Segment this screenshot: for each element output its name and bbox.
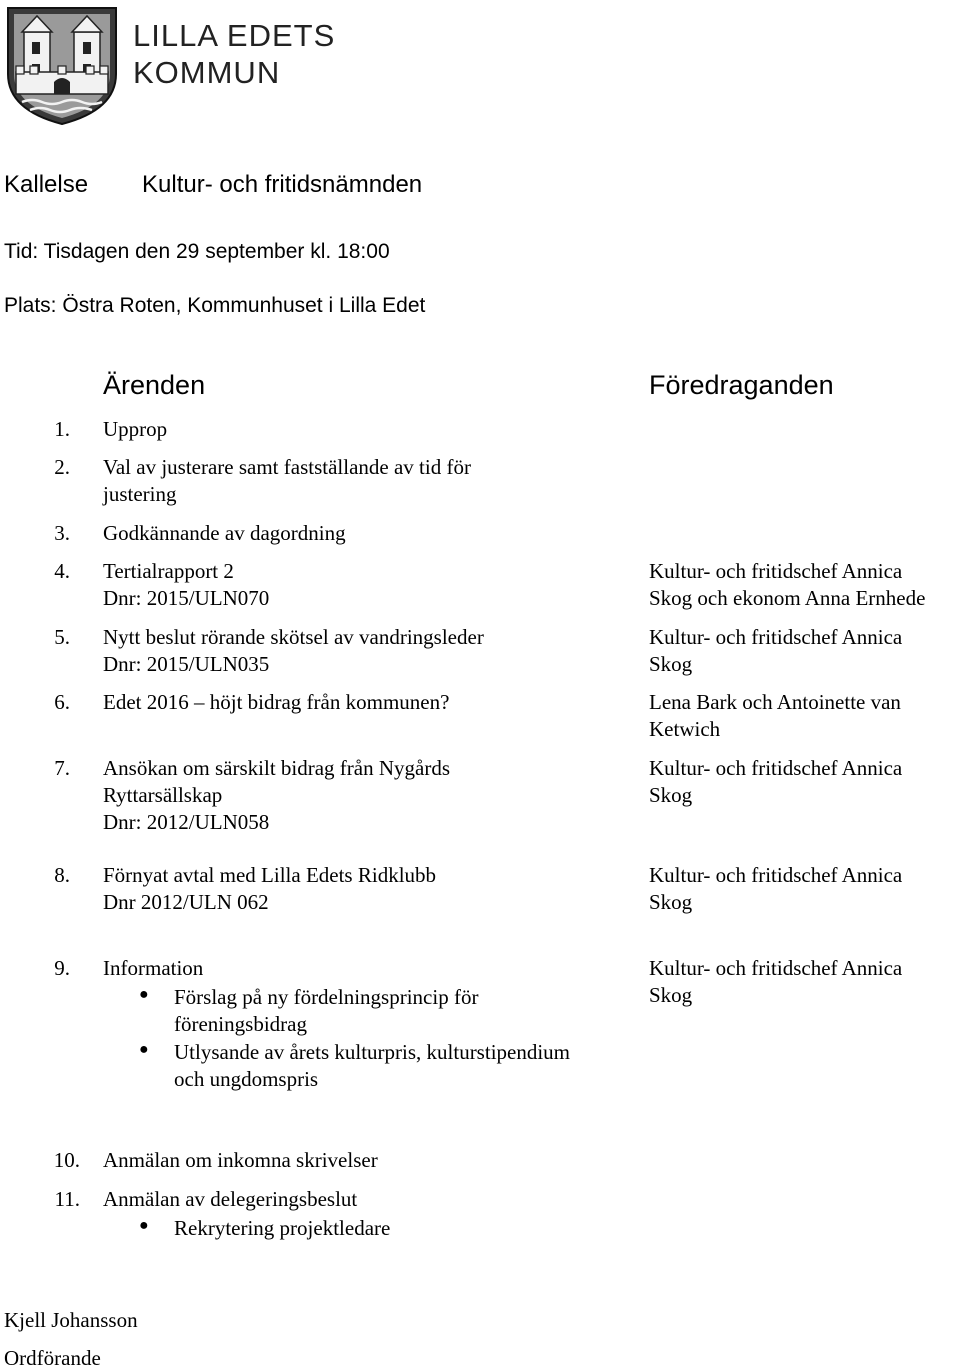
item-number: 10. [53, 1148, 80, 1172]
item-title-cont: justering [103, 482, 177, 506]
item-title: Edet 2016 – höjt bidrag från kommunen? [103, 690, 450, 714]
item-title: Information [103, 956, 204, 980]
item-title: Godkännande av dagordning [103, 521, 346, 545]
item-title: Anmälan av delegeringsbeslut [103, 1187, 358, 1211]
item-presenter-cont: Ketwich [649, 717, 721, 741]
sub-item: Rekrytering projektledare [174, 1216, 391, 1240]
item-presenter: Kultur- och fritidschef Annica [649, 863, 903, 887]
item-number: 2. [54, 455, 70, 479]
bullet-icon: ● [139, 1041, 149, 1058]
item-presenter: Kultur- och fritidschef Annica [649, 956, 903, 980]
item-number: 6. [54, 690, 70, 714]
sub-item: Utlysande av årets kulturpris, kulturstipendium [174, 1040, 571, 1064]
item-presenter-cont: Skog [649, 652, 693, 676]
item-dnr: Dnr: 2015/ULN070 [103, 586, 270, 610]
item-number: 7. [54, 756, 70, 780]
municipality-logo [0, 0, 336, 130]
coat-of-arms-icon [2, 2, 122, 127]
item-title: Tertialrapport 2 [103, 559, 234, 583]
item-presenter: Lena Bark och Antoinette van [649, 690, 901, 714]
item-title: Förnyat avtal med Lilla Edets Ridklubb [103, 863, 437, 887]
item-number: 11. [54, 1187, 80, 1211]
document-type: Kallelse [4, 171, 89, 198]
item-title: Ansökan om särskilt bidrag från Nygårds [103, 756, 451, 780]
logo-text-line2: KOMMUN [133, 55, 281, 90]
item-presenter-cont: Skog [649, 890, 693, 914]
signatory-role: Ordförande [4, 1346, 101, 1370]
presenter-heading: Föredraganden [649, 370, 834, 400]
item-presenter: Kultur- och fritidschef Annica [649, 625, 903, 649]
item-title: Nytt beslut rörande skötsel av vandringsleder [103, 625, 484, 649]
meeting-time: Tid: Tisdagen den 29 september kl. 18:00 [4, 240, 390, 263]
logo-text-line1: LILLA EDETS [133, 18, 336, 53]
item-number: 3. [54, 521, 70, 545]
item-presenter-cont: Skog [649, 783, 693, 807]
committee-name: Kultur- och fritidsnämnden [142, 171, 423, 198]
sub-item-cont: föreningsbidrag [174, 1012, 307, 1036]
item-title: Val av justerare samt fastställande av tid för [103, 455, 471, 479]
item-presenter: Kultur- och fritidschef Annica [649, 756, 903, 780]
meeting-place: Plats: Östra Roten, Kommunhuset i Lilla Edet [4, 294, 426, 317]
sub-item-cont: och ungdomspris [174, 1067, 319, 1091]
item-dnr: Dnr: 2015/ULN035 [103, 652, 270, 676]
item-number: 1. [54, 417, 70, 441]
item-presenter-cont: Skog och ekonom Anna Ernhede [649, 586, 926, 610]
item-title: Anmälan om inkomna skrivelser [103, 1148, 378, 1172]
sub-item: Förslag på ny fördelningsprincip för [174, 985, 479, 1009]
item-title: Upprop [103, 417, 168, 441]
item-number: 9. [54, 956, 70, 980]
signatory-name: Kjell Johansson [4, 1308, 138, 1332]
item-number: 4. [54, 559, 70, 583]
item-number: 8. [54, 863, 70, 887]
item-presenter-cont: Skog [649, 983, 693, 1007]
item-title-cont: Ryttarsällskap [103, 783, 223, 807]
item-presenter: Kultur- och fritidschef Annica [649, 559, 903, 583]
items-heading: Ärenden [103, 370, 206, 400]
bullet-icon: ● [139, 1217, 149, 1234]
bullet-icon: ● [139, 986, 149, 1003]
item-dnr: Dnr: 2012/ULN058 [103, 810, 270, 834]
item-dnr: Dnr 2012/ULN 062 [103, 890, 269, 914]
item-number: 5. [54, 625, 70, 649]
